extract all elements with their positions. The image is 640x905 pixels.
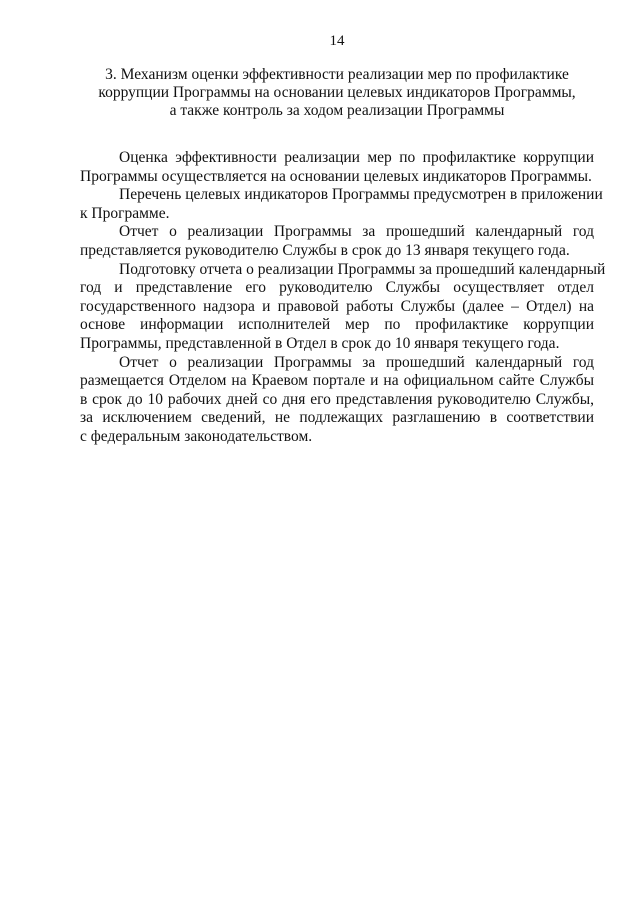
paragraph-report-preparation [80,260,606,354]
paragraph-line: основе информации исполнителей мер по профилактике коррупции [80,316,594,334]
paragraph-report-publication [80,354,594,447]
section-heading-line: 3. Механизм оценки эффективности реализации мер по профилактике [105,66,569,83]
paragraph-line: представляется руководителю Службы в срок до 13 января текущего года. [80,241,570,259]
paragraph-indicators [80,186,603,223]
paragraph-line: к Программе. [80,204,170,222]
paragraph-line: Оценка эффективности реализации мер по профилактике коррупции [119,149,594,166]
paragraph-line: государственного надзора и правовой работы Службы (далее – Отдел) на [80,297,594,315]
paragraph-line: размещается Отделом на Краевом портале и на официальном сайте Службы [80,372,594,390]
paragraph-line: Отчет о реализации Программы за прошедший календарный год [119,223,594,241]
paragraph-line: Перечень целевых индикаторов Программы предусмотрен в приложении [119,186,603,204]
paragraph-line: год и представление его руководителю Службы осуществляет отдел [80,279,594,297]
paragraph-line: в срок до 10 рабочих дней со дня его представления руководителю Службы, [80,390,594,408]
paragraph-line: Программы, представленной в Отдел в срок до 10 января текущего года. [80,334,560,352]
paragraph-evaluation [80,149,594,186]
paragraph-line: Подготовку отчета о реализации Программы за прошедший календарный [119,260,606,278]
paragraph-report-deadline [80,223,594,260]
section-heading-line: коррупции Программы на основании целевых индикаторов Программы, [98,84,576,101]
paragraph-line: Отчет о реализации Программы за прошедший календарный год [119,353,594,371]
body-text [80,149,606,447]
paragraph-line: за исключением сведений, не подлежащих разглашению в соответствии [80,409,594,427]
paragraph-line: Программы осуществляется на основании целевых индикаторов Программы. [80,167,592,185]
page-number: 14 [329,33,345,49]
paragraph-line: с федеральным законодательством. [80,427,313,445]
section-heading [80,66,594,120]
section-heading-line: а также контроль за ходом реализации Программы [169,102,505,119]
